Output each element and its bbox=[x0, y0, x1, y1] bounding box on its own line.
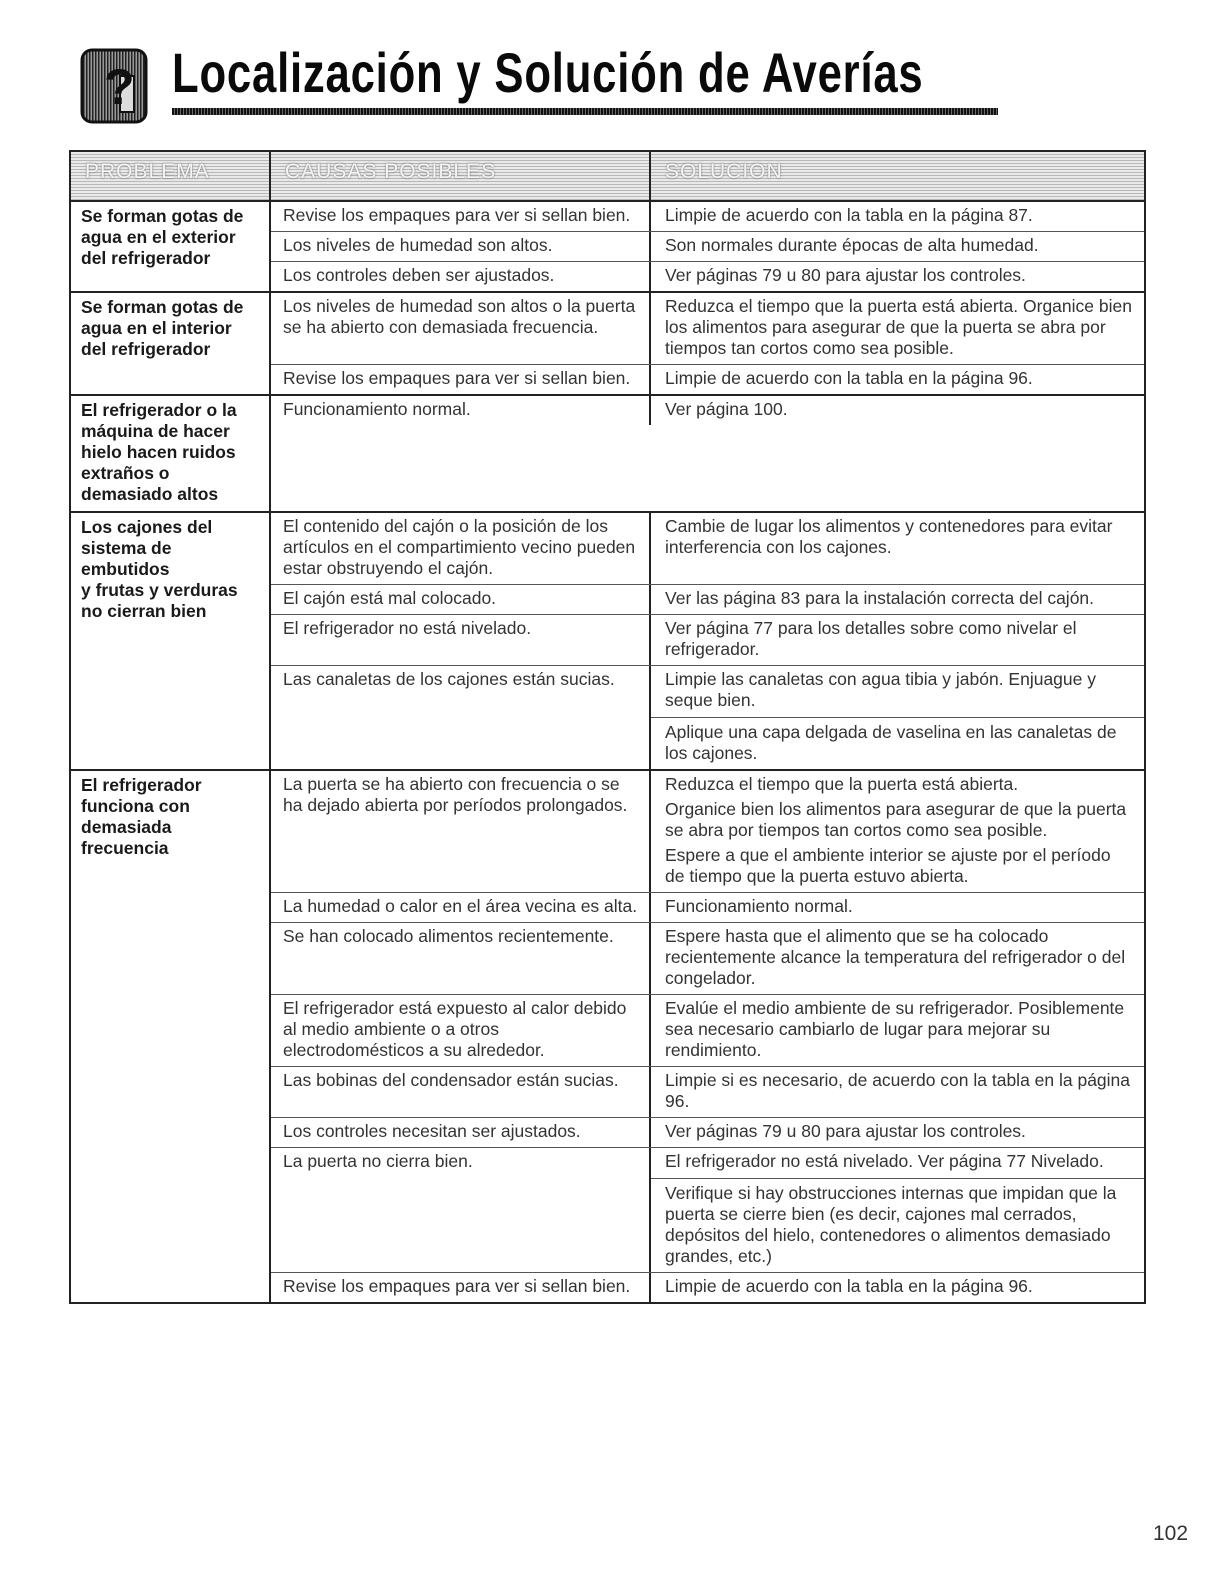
troubleshooting-table bbox=[69, 150, 1146, 1304]
cause-solution-rows bbox=[271, 396, 1144, 511]
solution-cell bbox=[651, 262, 1144, 291]
table-row bbox=[271, 1118, 1144, 1148]
solution-text: Reduzca el tiempo que la puerta está abierta. Organice bien los alimentos para asegurar de que la puerta se abra por tiempos tan cortos como sea posible. bbox=[665, 296, 1132, 358]
solution-cell bbox=[651, 893, 1144, 922]
solution-text: Evalúe el medio ambiente de su refrigerador. Posiblemente sea necesario cambiarlo de lugar para mejorar su rendimiento. bbox=[665, 998, 1125, 1060]
header-solution: SOLUCION bbox=[665, 160, 783, 183]
solution-cell bbox=[651, 771, 1144, 892]
solution-cell bbox=[651, 1118, 1144, 1147]
table-row bbox=[271, 771, 1144, 893]
solution-text: Verifique si hay obstrucciones internas que impidan que la puerta se cierre bien (es decir, cajones mal cerrados, depósitos del hielo, contenedores o alimentos demasiado grandes, etc.) bbox=[651, 1178, 1144, 1267]
table-row bbox=[271, 1067, 1144, 1118]
solution-cell bbox=[651, 513, 1144, 584]
problem-group bbox=[71, 293, 1144, 396]
table-header-row bbox=[71, 152, 1144, 202]
problem-cell: El refrigerador funciona con demasiada frecuencia bbox=[71, 771, 271, 1302]
table-row bbox=[271, 615, 1144, 666]
solution-text: Limpie de acuerdo con la tabla en la página 96. bbox=[665, 1276, 1033, 1296]
cause-cell: Revise los empaques para ver si sellan bien. bbox=[271, 202, 651, 231]
header-causes: CAUSAS POSIBLES bbox=[271, 152, 651, 200]
cause-cell: Los niveles de humedad son altos o la puerta se ha abierto con demasiada frecuencia. bbox=[271, 293, 651, 364]
cause-cell: La puerta no cierra bien. bbox=[271, 1148, 651, 1272]
solution-cell bbox=[651, 1067, 1144, 1117]
table-row bbox=[271, 262, 1144, 291]
header-problem: PROBLEMA bbox=[71, 152, 271, 200]
cause-solution-rows bbox=[271, 513, 1144, 769]
page-title: Localización y Solución de Averías bbox=[172, 41, 924, 104]
cause-cell: El cajón está mal colocado. bbox=[271, 585, 651, 614]
table-row bbox=[271, 365, 1144, 394]
cause-cell: La puerta se ha abierto con frecuencia o se ha dejado abierta por períodos prolongados. bbox=[271, 771, 651, 892]
table-row bbox=[271, 1148, 1144, 1273]
problem-cell: Se forman gotas de agua en el interior del refrigerador bbox=[71, 293, 271, 394]
solution-text: El refrigerador no está nivelado. Ver página 77 Nivelado. bbox=[665, 1151, 1104, 1171]
cause-solution-rows bbox=[271, 293, 1144, 394]
table-row bbox=[271, 995, 1144, 1067]
solution-text: Ver páginas 79 u 80 para ajustar los controles. bbox=[665, 265, 1026, 285]
cause-cell: Los controles deben ser ajustados. bbox=[271, 262, 651, 291]
cause-solution-rows bbox=[271, 202, 1144, 291]
solution-cell bbox=[651, 396, 1144, 425]
solution-cell bbox=[651, 232, 1144, 261]
page-number: 102 bbox=[1153, 1522, 1189, 1545]
cause-cell: Funcionamiento normal. bbox=[271, 396, 651, 425]
title-underline bbox=[172, 108, 998, 115]
question-mark-refrigerator-icon bbox=[80, 46, 148, 126]
cause-solution-rows bbox=[271, 771, 1144, 1302]
solution-cell bbox=[651, 1273, 1144, 1302]
cause-cell: El refrigerador no está nivelado. bbox=[271, 615, 651, 665]
cause-cell: Se han colocado alimentos recientemente. bbox=[271, 923, 651, 994]
cause-cell: El contenido del cajón o la posición de los artículos en el compartimiento vecino pueden estar obstruyendo el cajón. bbox=[271, 513, 651, 584]
solution-cell bbox=[651, 923, 1144, 994]
solution-text: Espere hasta que el alimento que se ha colocado recientemente alcance la temperatura del refrigerador o del congelador. bbox=[665, 926, 1126, 988]
solution-text: Ver páginas 79 u 80 para ajustar los controles. bbox=[665, 1121, 1026, 1141]
problem-cell: El refrigerador o la máquina de hacer hielo hacen ruidos extraños o demasiado altos bbox=[71, 396, 271, 511]
solution-cell bbox=[651, 365, 1144, 394]
cause-cell: Las bobinas del condensador están sucias. bbox=[271, 1067, 651, 1117]
table-row bbox=[271, 893, 1144, 923]
cause-cell: Revise los empaques para ver si sellan bien. bbox=[271, 1273, 651, 1302]
solution-cell bbox=[651, 995, 1144, 1066]
table-row bbox=[271, 513, 1144, 585]
cause-cell: Revise los empaques para ver si sellan bien. bbox=[271, 365, 651, 394]
solution-text: Ver las página 83 para la instalación correcta del cajón. bbox=[665, 588, 1095, 608]
page-header bbox=[80, 34, 940, 124]
cause-cell: La humedad o calor en el área vecina es alta. bbox=[271, 893, 651, 922]
solution-text: Cambie de lugar los alimentos y contenedores para evitar interferencia con los cajones. bbox=[665, 516, 1113, 557]
solution-text: Espere a que el ambiente interior se ajuste por el período de tiempo que la puerta estuvo abierta. bbox=[665, 845, 1111, 886]
solution-text: Ver página 100. bbox=[665, 399, 788, 419]
cause-cell: El refrigerador está expuesto al calor debido al medio ambiente o a otros electrodomésticos a su alrededor. bbox=[271, 995, 651, 1066]
solution-text: Ver página 77 para los detalles sobre como nivelar el refrigerador. bbox=[665, 618, 1077, 659]
solution-text: Aplique una capa delgada de vaselina en las canaletas de los cajones. bbox=[651, 717, 1144, 764]
solution-cell bbox=[651, 1148, 1144, 1272]
problem-group bbox=[71, 202, 1144, 293]
problem-group bbox=[71, 771, 1144, 1302]
table-row bbox=[271, 585, 1144, 615]
table-body bbox=[71, 202, 1144, 1302]
table-row bbox=[271, 396, 1144, 425]
svg-text:?: ? bbox=[104, 59, 135, 115]
table-row bbox=[271, 666, 1144, 769]
solution-text: Reduzca el tiempo que la puerta está abierta. bbox=[665, 774, 1019, 794]
solution-text: Funcionamiento normal. bbox=[665, 896, 853, 916]
solution-cell bbox=[651, 615, 1144, 665]
table-row bbox=[271, 923, 1144, 995]
solution-text: Limpie las canaletas con agua tibia y jabón. Enjuague y seque bien. bbox=[665, 669, 1096, 710]
solution-text: Son normales durante épocas de alta humedad. bbox=[665, 235, 1039, 255]
solution-cell bbox=[651, 585, 1144, 614]
table-row bbox=[271, 1273, 1144, 1302]
table-row bbox=[271, 232, 1144, 262]
problem-group bbox=[71, 396, 1144, 513]
solution-text: Limpie de acuerdo con la tabla en la página 87. bbox=[665, 205, 1033, 225]
cause-cell: Los niveles de humedad son altos. bbox=[271, 232, 651, 261]
table-row bbox=[271, 202, 1144, 232]
solution-text: Limpie si es necesario, de acuerdo con la tabla en la página 96. bbox=[665, 1070, 1131, 1111]
cause-cell: Los controles necesitan ser ajustados. bbox=[271, 1118, 651, 1147]
problem-group bbox=[71, 513, 1144, 771]
table-row bbox=[271, 293, 1144, 365]
problem-cell: Los cajones del sistema de embutidos y frutas y verduras no cierran bien bbox=[71, 513, 271, 769]
solution-cell bbox=[651, 293, 1144, 364]
solution-cell bbox=[651, 666, 1144, 769]
cause-cell: Las canaletas de los cajones están sucias. bbox=[271, 666, 651, 769]
solution-text: Organice bien los alimentos para asegurar de que la puerta se abra por tiempos tan cortos como sea posible. bbox=[665, 799, 1127, 840]
solution-text: Limpie de acuerdo con la tabla en la página 96. bbox=[665, 368, 1033, 388]
solution-cell bbox=[651, 202, 1144, 231]
problem-cell: Se forman gotas de agua en el exterior del refrigerador bbox=[71, 202, 271, 291]
